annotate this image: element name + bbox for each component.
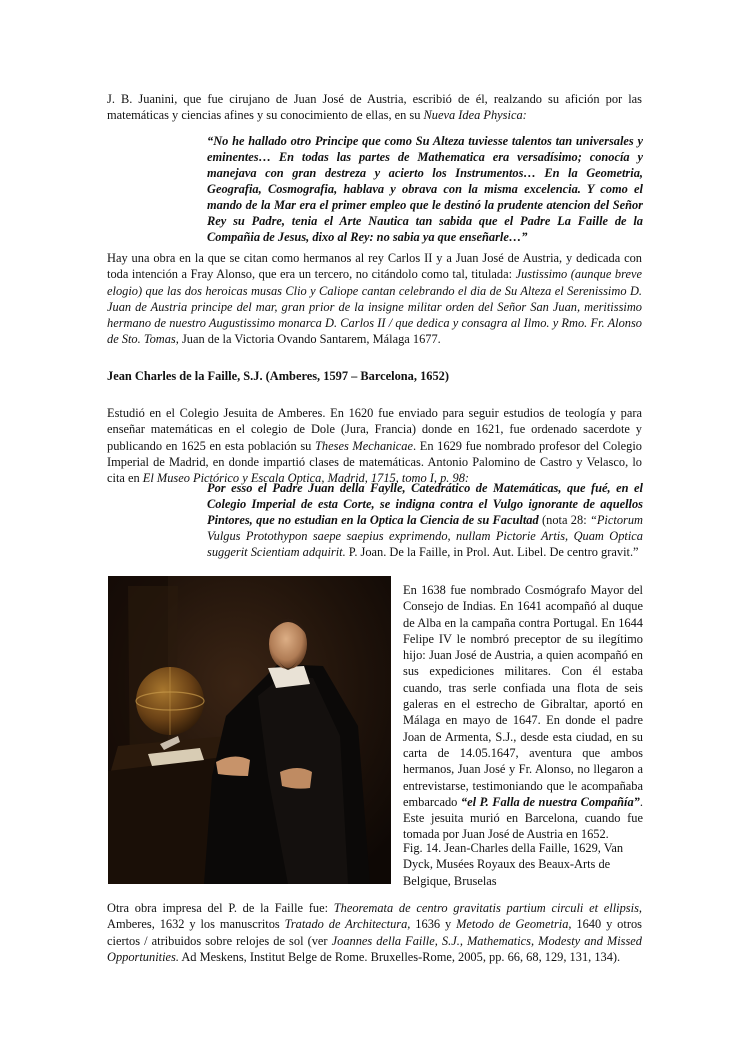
quote-note-open: (nota 28: (538, 513, 590, 527)
paragraph-juanini (107, 91, 642, 124)
block-quote-palomino (207, 480, 643, 560)
paragraph-works-e: Ad Meskens, Institut Belge de Rome. Bruxelles-Rome, 2005, pp. 66, 68, 129, 131, 134). (178, 949, 621, 964)
paragraph-works-a: Otra obra impresa del P. de la Faille fue: (107, 901, 334, 915)
quote-latin-text: “Pictorum Vulgus Protothypon saepe saepius exprimendo, nullam Pictorie Artis, Quam Optica suggerit Scientiam adquirit. (207, 513, 643, 559)
block-quote-juanini: “No he hallado otro Principe que como Su Alteza tuviesse talentos tan universales y eminentes… En todas las partes de Mathematica era versadísimo; conocía y manejava con gran destreza y acierto los Instrumentos… En la Geometria, Geografia, Cosmografia, hablava y obrava con la misma excelencia. Y como el mando de la Mar era el primer empleo que le destinó la prudente atencion del Señor Rey su Padre, tenia el Arte Nautica tan sabida que el Padre La Faille de la Compañia de Jesus, dixo al Rey: no sabia ya que enseñarle…” (207, 134, 643, 244)
work-title-architectura: Tratado de Architectura, (284, 917, 411, 932)
section-heading: Jean Charles de la Faille, S.J. (Amberes, 1597 – Barcelona, 1652) (107, 369, 449, 383)
paragraph-biography-intro: Estudió en el Colegio Jesuita de Amberes. En 1620 fue enviado para seguir estudios de teología y para enseñar matemáticas en el colegio de Dole (Jura, Francia) donde en 1621, fue ordenado sacerdote y publicando en 1625 en esta población su (107, 406, 642, 453)
work-title-theoremata: Theoremata de centro gravitatis partium circuli et ellipsis, (333, 901, 642, 915)
paragraph-cosmografo (403, 582, 643, 843)
paragraph-justissimo (107, 250, 642, 348)
quote-palomino-text: Por esso el Padre Juan della Faylle, Catedrático de Matemáticas, que fué, en el Colegio Imperial de esta Corte, se indigna contra el Vulgo ignorante de aquellos Pintores, que no estudian en la Optica la Ciencia de su Facultad (207, 481, 643, 527)
paragraph-cosmografo-text: En 1638 fue nombrado Cosmógrafo Mayor del Consejo de Indias. En 1641 acompañó al duque de Alba en la campaña contra Portugal. En 1644 Felipe IV le nombró preceptor de su ilegítimo hijo: Juan José de Austria, a quien acompañó en sus expediciones militares. Con él estaba cuando, tras serle confiada una flota de seis galeras en el estrecho de Gibraltar, aportó en Málaga en mayo de 1647. En donde el padre Joan de Armenta, S.J., desde esta ciudad, en su carta de 14.05.1647, aventura que ambos hermanos, Juan José y Fr. Alonso, no llegaron a entrevistarse, testimoniando que le acompañaba embarcado (403, 583, 643, 809)
paragraph-biography-middle: . En 1629 fue nombrado profesor del Colegio Imperial de Madrid, en donde impartió clases de matemáticas. Antonio Palomino de Castro y Velasco, lo cita en (107, 438, 643, 486)
paragraph-justissimo-intro: Hay una obra en la que se citan como hermanos al rey Carlos II y a Juan José de Austria, y dedicada con toda intención a Fray Alonso, que era un tercero, no citándolo como tal, titulada: (107, 251, 642, 282)
paragraph-cosmografo-end: . Este jesuita murió en Barcelona, cuando fue tomada por Juan José de Austria en 1652. (403, 794, 643, 842)
paragraph-juanini-text: J. B. Juanini, que fue cirujano de Juan José de Austria, escribió de él, realzando su afición por las matemáticas y ciencias afines y su conocimiento de ellas, en su (107, 92, 642, 123)
quote-falla: “el P. Falla de nuestra Compañía” (460, 794, 640, 809)
paragraph-works-c: 1636 y (410, 917, 457, 932)
portrait-painting-icon (108, 576, 391, 884)
paragraph-works-d: 1640 y otros ciertos / atribuidos sobre relojes de sol (ver (107, 917, 642, 948)
work-title-justissimo: Justissimo (aunque breve elogio) que las dos heroicas musas Clio y Caliope cantan celebrando el dia de Su Alteza el Serenissimo D. Juan de Austria principe del mar, gran prior de la insigne militar orden del Señor San Juan, meritissimo hermano de nuestro Augustissimo monarca D. Carlos II / que dedica y consagra al Ilmo. y Rmo. Fr. Alonso de Sto. Tomas, (107, 267, 642, 347)
reference-museo-pictorico: El Museo Pictórico y Escala Optica, Madrid, 1715, tomo I, p. 98: (142, 471, 470, 486)
work-title-geometria: Metodo de Geometria, (456, 917, 572, 932)
paragraph-works (107, 900, 642, 965)
figure-caption: Fig. 14. Jean-Charles della Faille, 1629, Van Dyck, Musées Royaux des Beaux-Arts de Belgique, Bruselas (403, 841, 624, 888)
work-title-theses: Theses Mechanicae (315, 438, 413, 453)
quote-note-close: P. Joan. De la Faille, in Prol. Aut. Libel. De centro gravit.” (345, 545, 639, 559)
reference-meskens: Joannes della Faille, S.J., Mathematics, Modesty and Missed Opportunities. (107, 933, 642, 964)
paragraph-works-b: Amberes, 1632 y los manuscritos (107, 917, 285, 932)
portrait-figure (108, 576, 391, 884)
paragraph-justissimo-end: Juan de la Victoria Ovando Santarem, Málaga 1677. (178, 332, 441, 347)
paragraph-biography (107, 405, 642, 486)
book-title-nueva-idea: Nueva Idea Physica: (423, 108, 527, 123)
